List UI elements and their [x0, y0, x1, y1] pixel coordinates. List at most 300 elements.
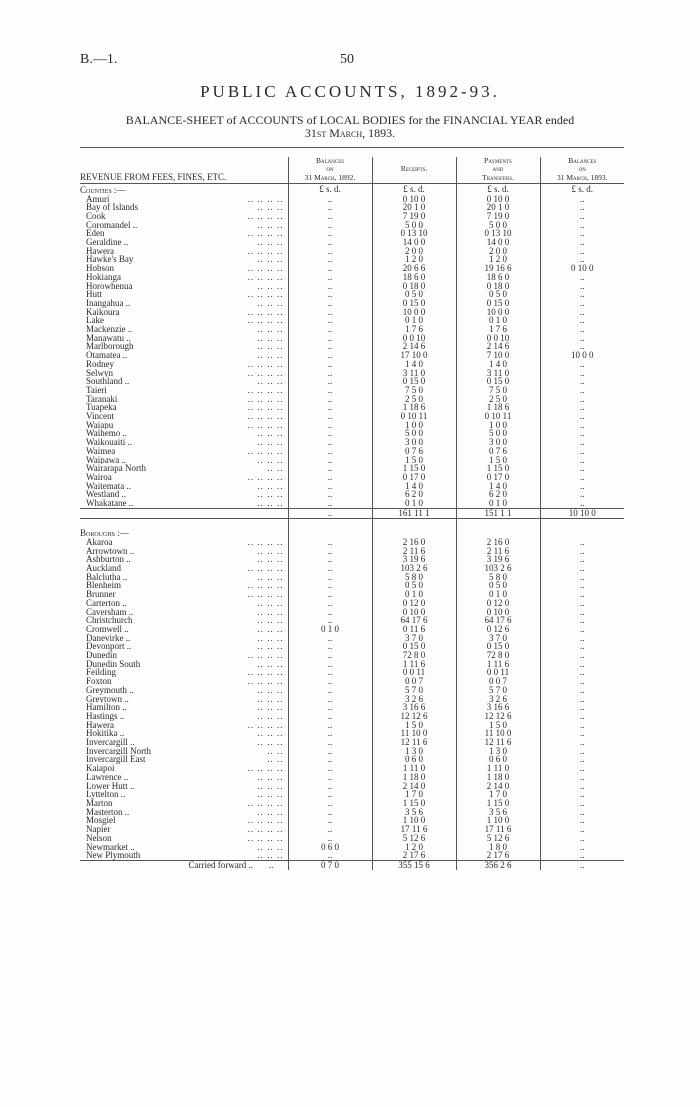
receipts-cell: 0 17 0: [372, 473, 456, 482]
balance-1892-cell: ..: [288, 547, 372, 556]
balance-1893-cell: ..: [540, 747, 624, 756]
balance-1893-cell: ..: [540, 247, 624, 256]
dot-leaders: .. ..: [267, 755, 284, 765]
receipts-cell: 1 4 0: [372, 360, 456, 369]
table-row: [80, 773, 624, 782]
entry-name: Amuri: [86, 194, 110, 204]
dot-leaders: .. .. ..: [257, 790, 284, 799]
receipts-cell: 5 0 0: [372, 429, 456, 438]
payments-cell: 0 18 0: [456, 282, 540, 291]
receipts-cell: 5 12 6: [372, 834, 456, 843]
table-row: [80, 738, 624, 747]
payments-cell: 3 19 6: [456, 555, 540, 564]
entry-name: Lower Hutt ..: [86, 781, 135, 791]
entry-name: Tuapeka: [86, 403, 117, 413]
carried-forward-label: [80, 860, 288, 869]
entry-name: Wairoa: [86, 473, 112, 482]
balance-1892-cell: ..: [288, 473, 372, 482]
entry-name: Waimea: [86, 446, 116, 456]
dot-leaders: .. .. ..: [257, 377, 284, 386]
dot-leaders: .. .. ..: [257, 220, 284, 230]
balance-1892-cell: 0 1 0: [288, 625, 372, 634]
counties-total-row: [80, 508, 624, 518]
row-name-cell: [80, 325, 288, 334]
column-header-payments: [456, 157, 540, 184]
balance-1893-cell: ..: [540, 764, 624, 773]
entry-name: Greytown ..: [86, 694, 129, 704]
column-header-revenue: REVENUE FROM FEES, FINES, ETC.: [80, 172, 227, 183]
row-name-cell: [80, 773, 288, 782]
entry-name: Ashburton ..: [86, 555, 131, 565]
receipts-cell: 1 4 0: [372, 482, 456, 491]
dot-leaders: .. .. .. ..: [247, 385, 284, 395]
balance-1892-cell: ..: [288, 642, 372, 651]
row-name-cell: [80, 316, 288, 325]
payments-cell: 1 11 6: [456, 660, 540, 669]
balance-1893-cell: ..: [540, 712, 624, 721]
payments-cell: 0 5 0: [456, 290, 540, 299]
receipts-cell: 0 5 0: [372, 290, 456, 299]
balance-1893-cell: ..: [540, 273, 624, 282]
balance-1893-cell: ..: [540, 325, 624, 334]
row-name-cell: [80, 668, 288, 677]
payments-cell: 5 0 0: [456, 429, 540, 438]
entry-name: Hokitika ..: [86, 729, 125, 739]
balance-1892-cell: ..: [288, 851, 372, 860]
row-name-cell: [80, 538, 288, 547]
balance-1892-cell: ..: [288, 825, 372, 834]
table-row: [80, 255, 624, 264]
entry-name: Rodney: [86, 359, 114, 369]
row-name-cell: [80, 360, 288, 369]
payments-cell: 3 5 6: [456, 808, 540, 817]
table-row: [80, 325, 624, 334]
entry-name: Manawatu ..: [86, 333, 131, 343]
balance-1892-cell: ..: [288, 395, 372, 404]
entry-name: Akaroa: [86, 537, 113, 547]
table-row: [80, 429, 624, 438]
balance-1893-cell: ..: [540, 808, 624, 817]
entry-name: Mosgiel: [86, 816, 116, 826]
dot-leaders: .. .. .. ..: [247, 590, 284, 599]
payments-cell: 0 6 0: [456, 755, 540, 764]
dot-leaders: .. .. ..: [257, 685, 284, 695]
entry-name: New Plymouth: [86, 851, 141, 861]
receipts-cell: 3 0 0: [372, 438, 456, 447]
dot-leaders: .. .. ..: [257, 572, 284, 582]
row-name-cell: [80, 342, 288, 351]
balance-1893-cell: ..: [540, 456, 624, 465]
balance-1893-cell: ..: [540, 677, 624, 686]
balance-1893-cell: ..: [540, 651, 624, 660]
entry-name: Lyttelton ..: [86, 790, 126, 799]
table-row: [80, 334, 624, 343]
balance-1893-cell: ..: [540, 482, 624, 491]
payments-cell: 14 0 0: [456, 238, 540, 247]
balance-1893-cell: ..: [540, 599, 624, 608]
receipts-cell: 20 6 6: [372, 264, 456, 273]
dot-leaders: .. .. ..: [257, 659, 284, 669]
receipts-cell: 0 10 11: [372, 412, 456, 421]
dot-leaders: .. .. .. ..: [247, 403, 284, 413]
entry-name: Nelson: [86, 833, 112, 843]
gap-cell: [372, 518, 456, 527]
table-row: [80, 695, 624, 704]
table-row: [80, 660, 624, 669]
balance-1893-cell: ..: [540, 538, 624, 547]
balance-1892-cell: ..: [288, 599, 372, 608]
row-name-cell: [80, 782, 288, 791]
payments-cell: 3 0 0: [456, 438, 540, 447]
bal-open-line-1: Balances: [315, 156, 345, 165]
row-name-cell: [80, 547, 288, 556]
row-name-cell: [80, 395, 288, 404]
balance-1892-cell: ..: [288, 264, 372, 273]
balance-1893-cell: ..: [540, 573, 624, 582]
receipts-cell: 2 0 0: [372, 247, 456, 256]
dot-leaders: .. .. ..: [257, 351, 284, 360]
dot-leaders: .. .. ..: [257, 555, 284, 565]
dot-leaders: .. .. ..: [257, 438, 284, 447]
balance-1893-cell: ..: [540, 195, 624, 204]
entry-name: Selwyn: [86, 368, 113, 378]
table-row: [80, 747, 624, 756]
payments-cell: 103 2 6: [456, 564, 540, 573]
row-name-cell: [80, 386, 288, 395]
balance-1892-cell: ..: [288, 499, 372, 508]
entry-name: Masterton ..: [86, 807, 130, 817]
payments-cell: 2 0 0: [456, 247, 540, 256]
payments-cell: 1 15 0: [456, 799, 540, 808]
entry-name: Taranaki: [86, 394, 118, 404]
dot-leaders: .. .. .. ..: [247, 316, 284, 326]
receipts-cell: 3 5 6: [372, 808, 456, 817]
dot-leaders: .. .. .. ..: [247, 394, 284, 404]
balance-1893-cell: ..: [540, 395, 624, 404]
receipts-cell: 0 12 0: [372, 599, 456, 608]
entry-name: Caversham ..: [86, 607, 134, 617]
receipts-cell: 18 6 0: [372, 273, 456, 282]
entry-name: Cromwell ..: [86, 624, 129, 634]
payments-cell: 0 12 6: [456, 625, 540, 634]
table-row: [80, 573, 624, 582]
dot-leaders: .. .. .. ..: [247, 564, 284, 573]
cf-balance-1892: 0 7 0: [288, 860, 372, 869]
payments-cell: 7 5 0: [456, 386, 540, 395]
dot-leaders: .. .. .. ..: [247, 581, 284, 591]
receipts-cell: 12 11 6: [372, 738, 456, 747]
dot-leaders: .. .. ..: [257, 711, 284, 721]
balance-1892-cell: ..: [288, 608, 372, 617]
dot-leaders: .. .. .. ..: [247, 825, 284, 834]
balance-1893-cell: ..: [540, 642, 624, 651]
receipts-cell: 0 13 10: [372, 229, 456, 238]
balance-1892-cell: ..: [288, 834, 372, 843]
balance-1892-cell: ..: [288, 273, 372, 282]
dot-leaders: .. .. .. ..: [247, 833, 284, 843]
balance-1892-cell: ..: [288, 456, 372, 465]
table-row: [80, 490, 624, 499]
row-name-cell: [80, 195, 288, 204]
dot-leaders: .. .. .. ..: [247, 420, 284, 430]
receipts-cell: 1 2 0: [372, 255, 456, 264]
payments-cell: 5 8 0: [456, 573, 540, 582]
balance-1892-cell: ..: [288, 351, 372, 360]
dot-leaders: .. .. .. ..: [247, 764, 284, 773]
empty-cell: [456, 527, 540, 538]
balance-1892-cell: ..: [288, 686, 372, 695]
entry-name: Eden: [86, 229, 105, 239]
dot-leaders: .. .. .. ..: [247, 359, 284, 369]
entry-name: Waipawa ..: [86, 455, 127, 465]
receipts-cell: 1 3 0: [372, 747, 456, 756]
subtitle-line-2: 31st March, 1893.: [304, 126, 396, 140]
table-row: [80, 290, 624, 299]
row-name-cell: [80, 642, 288, 651]
dot-leaders: .. .. ..: [257, 490, 284, 500]
dot-leaders: .. .. ..: [257, 772, 284, 782]
receipts-cell: 14 0 0: [372, 238, 456, 247]
payments-cell: 0 13 10: [456, 229, 540, 238]
balance-1892-cell: ..: [288, 447, 372, 456]
entry-name: Newmarket ..: [86, 842, 135, 852]
entry-name: Hawera: [86, 720, 114, 730]
table-row: [80, 616, 624, 625]
payments-cell: 17 11 6: [456, 825, 540, 834]
receipts-cell: 5 7 0: [372, 686, 456, 695]
units-bal-open: £ s. d.: [288, 183, 372, 194]
balance-1893-cell: ..: [540, 686, 624, 695]
balance-1892-cell: ..: [288, 790, 372, 799]
receipts-cell: 5 0 0: [372, 221, 456, 230]
row-name-cell: [80, 599, 288, 608]
payments-line-2: and: [492, 164, 504, 174]
balance-1893-cell: ..: [540, 221, 624, 230]
row-name-cell: [80, 764, 288, 773]
dot-leaders: .. .. ..: [257, 342, 284, 352]
payments-cell: 1 4 0: [456, 360, 540, 369]
balance-1893-cell: ..: [540, 625, 624, 634]
dot-leaders: .. .. ..: [257, 738, 284, 747]
payments-cell: 12 12 6: [456, 712, 540, 721]
balance-1892-cell: ..: [288, 377, 372, 386]
balance-sheet-table: [80, 147, 624, 870]
gap-cell: [456, 518, 540, 527]
receipts-cell: 0 0 7: [372, 677, 456, 686]
balance-1892-cell: ..: [288, 695, 372, 704]
balance-1893-cell: ..: [540, 377, 624, 386]
entry-name: Foxton: [86, 677, 112, 686]
entry-name: Hutt: [86, 290, 103, 299]
table-row: [80, 721, 624, 730]
entry-name: Hawke's Bay: [86, 255, 134, 265]
balance-1893-cell: ..: [540, 342, 624, 351]
payments-cell: 3 7 0: [456, 634, 540, 643]
payments-cell: 0 1 0: [456, 499, 540, 508]
dot-leaders: .. .. .. ..: [247, 799, 284, 808]
dot-leaders: .. .. .. ..: [247, 473, 284, 482]
payments-cell: 0 7 6: [456, 447, 540, 456]
table-row: [80, 686, 624, 695]
balance-1892-cell: ..: [288, 290, 372, 299]
dot-leaders: .. .. .. ..: [247, 194, 284, 204]
balance-1893-cell: ..: [540, 843, 624, 852]
balance-1893-cell: ..: [540, 447, 624, 456]
table-row: [80, 221, 624, 230]
table-row: [80, 764, 624, 773]
row-name-cell: [80, 573, 288, 582]
receipts-cell: 1 5 0: [372, 456, 456, 465]
cf-payments: 356 2 6: [456, 860, 540, 869]
balance-1893-cell: ..: [540, 438, 624, 447]
balance-1892-cell: ..: [288, 212, 372, 221]
column-header-balances-1892: [288, 157, 372, 184]
table-row: [80, 712, 624, 721]
balance-1893-cell: ..: [540, 564, 624, 573]
entry-name: Invercargill ..: [86, 738, 135, 747]
table-row: [80, 703, 624, 712]
balance-1892-cell: ..: [288, 660, 372, 669]
dot-leaders: .. .. ..: [257, 203, 284, 212]
balance-1893-cell: ..: [540, 212, 624, 221]
receipts-cell: 7 5 0: [372, 386, 456, 395]
table-row: [80, 547, 624, 556]
balance-1893-cell: ..: [540, 464, 624, 473]
receipts-cell: 1 2 0: [372, 843, 456, 852]
units-receipts: £ s. d.: [372, 183, 456, 194]
balance-1892-cell: ..: [288, 238, 372, 247]
table-row: [80, 808, 624, 817]
total-balance-1892: ..: [288, 508, 372, 518]
balance-1892-cell: ..: [288, 308, 372, 317]
table-row: [80, 851, 624, 860]
entry-name: Southland ..: [86, 377, 130, 386]
balance-1892-cell: ..: [288, 316, 372, 325]
entry-name: Westland ..: [86, 490, 127, 500]
section-gap: [80, 518, 624, 527]
balance-1892-cell: ..: [288, 255, 372, 264]
receipts-cell: 0 15 0: [372, 642, 456, 651]
entry-name: Cook: [86, 211, 106, 221]
row-name-cell: [80, 790, 288, 799]
row-name-cell: [80, 447, 288, 456]
balance-1893-cell: ..: [540, 290, 624, 299]
table-row: [80, 195, 624, 204]
receipts-cell: 2 14 6: [372, 342, 456, 351]
table-row: [80, 377, 624, 386]
receipts-cell: 2 5 0: [372, 395, 456, 404]
row-name-cell: [80, 221, 288, 230]
balance-1893-cell: ..: [540, 299, 624, 308]
row-name-cell: [80, 738, 288, 747]
bal-close-line-3: 31 March, 1893.: [556, 173, 608, 183]
receipts-cell: 3 11 0: [372, 369, 456, 378]
entry-name: Napier: [86, 825, 111, 834]
dot-leaders: .. .. ..: [257, 781, 284, 791]
entry-name: Hawera: [86, 246, 114, 256]
row-name-cell: [80, 755, 288, 764]
payments-cell: 0 12 0: [456, 599, 540, 608]
dot-leaders: .. .. ..: [257, 703, 284, 712]
dot-leaders: .. .. ..: [257, 624, 284, 634]
balance-1892-cell: ..: [288, 247, 372, 256]
entry-name: Arrowtown ..: [86, 546, 135, 556]
balance-1892-cell: ..: [288, 282, 372, 291]
receipts-cell: 0 15 0: [372, 377, 456, 386]
balance-1892-cell: ..: [288, 581, 372, 590]
row-name-cell: [80, 651, 288, 660]
table-row: [80, 790, 624, 799]
payments-cell: 0 15 0: [456, 642, 540, 651]
balance-1892-cell: ..: [288, 369, 372, 378]
balance-1892-cell: ..: [288, 712, 372, 721]
row-name-cell: [80, 816, 288, 825]
entry-name: Waitemata ..: [86, 481, 132, 491]
dot-leaders: .. .. ..: [257, 325, 284, 334]
balance-1893-cell: ..: [540, 499, 624, 508]
table-row: [80, 538, 624, 547]
balance-1893-cell: ..: [540, 703, 624, 712]
row-name-cell: [80, 482, 288, 491]
payments-cell: 0 10 0: [456, 195, 540, 204]
balance-1893-cell: ..: [540, 238, 624, 247]
entry-name: Hamilton ..: [86, 703, 127, 712]
balance-1893-cell: ..: [540, 555, 624, 564]
balance-1893-cell: ..: [540, 590, 624, 599]
receipts-cell: 2 16 0: [372, 538, 456, 547]
balance-1893-cell: ..: [540, 581, 624, 590]
row-name-cell: [80, 264, 288, 273]
row-name-cell: [80, 412, 288, 421]
payments-line-3: Transfers.: [482, 173, 514, 183]
receipts-cell: 0 10 0: [372, 195, 456, 204]
entry-name: Horowhenua: [86, 281, 133, 291]
balance-1893-cell: ..: [540, 229, 624, 238]
balance-1892-cell: ..: [288, 412, 372, 421]
bal-close-line-1: Balances: [568, 156, 597, 165]
bal-open-line-3: 31 March, 1892.: [304, 173, 356, 183]
table-row: [80, 273, 624, 282]
balance-1893-cell: ..: [540, 634, 624, 643]
row-name-cell: [80, 729, 288, 738]
dot-leaders: .. .. ..: [257, 499, 284, 509]
payments-cell: 20 1 0: [456, 203, 540, 212]
receipts-cell: 7 19 0: [372, 212, 456, 221]
balance-1892-cell: ..: [288, 703, 372, 712]
payments-cell: 1 7 6: [456, 325, 540, 334]
dot-leaders: .. .. ..: [257, 607, 284, 617]
table-row: [80, 447, 624, 456]
entry-name: Wairarapa North: [86, 464, 146, 473]
dot-leaders: .. .. ..: [257, 546, 284, 556]
payments-cell: 1 10 0: [456, 816, 540, 825]
balance-1893-cell: ..: [540, 782, 624, 791]
balance-1892-cell: ..: [288, 590, 372, 599]
receipts-cell: 12 12 6: [372, 712, 456, 721]
balance-1892-cell: ..: [288, 334, 372, 343]
payments-cell: 7 19 0: [456, 212, 540, 221]
balance-1892-cell: ..: [288, 573, 372, 582]
balance-1892-cell: ..: [288, 799, 372, 808]
payments-cell: 2 14 6: [456, 342, 540, 351]
row-name-cell: [80, 634, 288, 643]
receipts-cell: 10 0 0: [372, 308, 456, 317]
table-row: [80, 412, 624, 421]
balance-1893-cell: ..: [540, 668, 624, 677]
page-subtitle: [0, 114, 700, 140]
row-name-cell: [80, 834, 288, 843]
receipts-cell: 3 19 6: [372, 555, 456, 564]
